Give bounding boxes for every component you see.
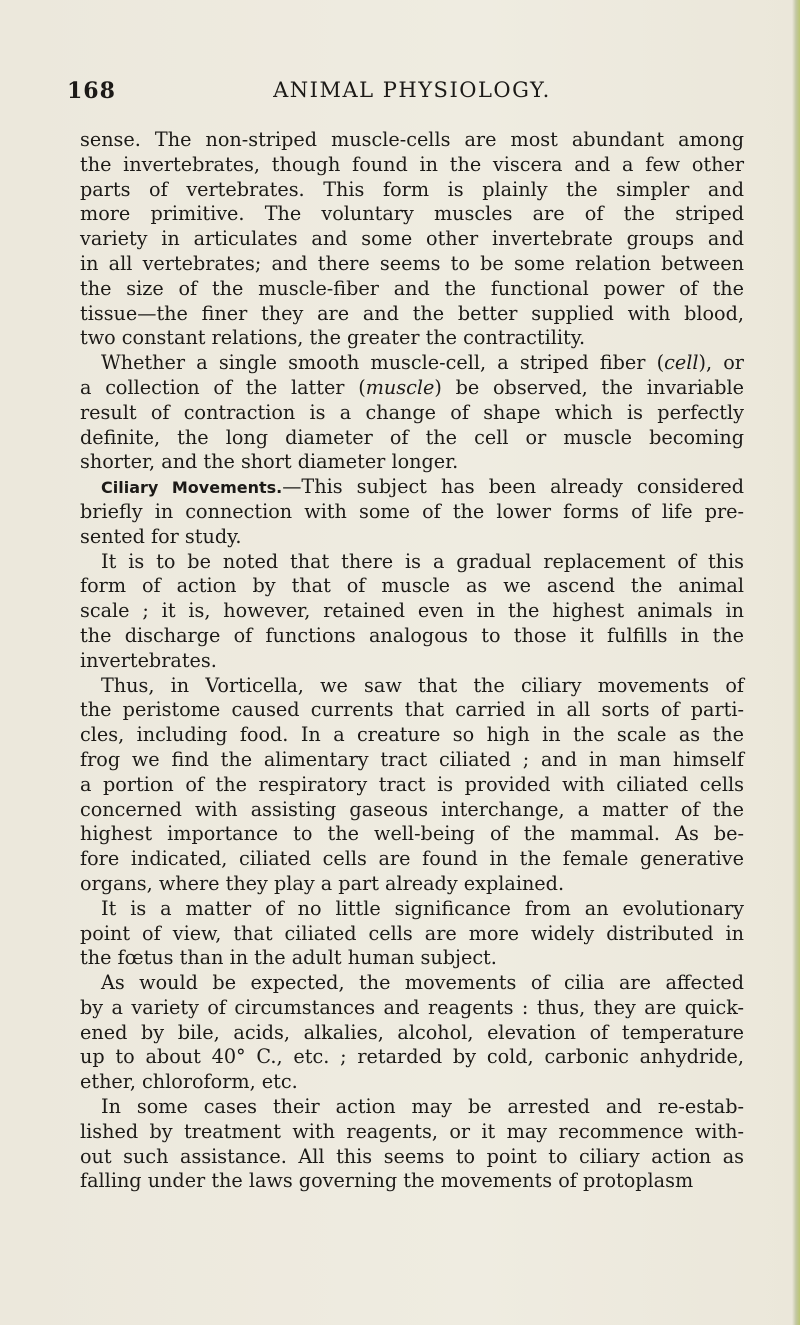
text-run: a collection of the latter ( [80, 375, 366, 399]
text-line: shorter, and the short diameter longer. [80, 450, 459, 474]
text-line: frog we find the alimentary tract ciliated ; and in man himself [80, 747, 744, 771]
text-line: result of contraction is a change of shape which is perfectly [80, 400, 744, 424]
text-run: Whether a single smooth muscle-cell, a striped fiber ( [101, 351, 665, 375]
text-line: by a variety of circumstances and reagents : thus, they are quick- [80, 995, 744, 1019]
text-line [80, 376, 744, 401]
text-line [80, 351, 744, 376]
text-line: sense. The non-striped muscle-cells are most abundant among [80, 128, 744, 151]
text-line: the size of the muscle-fiber and the functional power of the [80, 276, 744, 300]
text-run: ), or [698, 351, 744, 375]
text-line: out such assistance. All this seems to point to ciliary action as [80, 1144, 744, 1168]
italic-term-cell: cell [664, 351, 699, 375]
text-line: In some cases their action may be arrested and re-estab- [101, 1095, 744, 1119]
text-line: concerned with assisting gaseous interchange, a matter of the [80, 797, 744, 821]
text-line: It is to be noted that there is a gradual replacement of this [101, 549, 744, 573]
text-line: up to about 40° C., etc. ; retarded by cold, carbonic anhydride, [80, 1045, 744, 1069]
text-line: invertebrates. [80, 648, 217, 672]
text-line: cles, including food. In a creature so high in the scale as the [80, 723, 744, 747]
text-line: form of action by that of muscle as we ascend the animal [80, 574, 744, 598]
italic-term-muscle: muscle [365, 375, 435, 399]
text-line: variety in articulates and some other invertebrate groups and [80, 227, 744, 251]
text-line: scale ; it is, however, retained even in the highest animals in [80, 599, 744, 623]
text-line: briefly in connection with some of the lower forms of life pre- [80, 499, 744, 523]
text-line: the invertebrates, though found in the viscera and a few other [80, 152, 744, 176]
page-edge-shading [792, 0, 800, 1325]
text-line: the fœtus than in the adult human subject. [80, 946, 497, 970]
text-line: falling under the laws governing the movements of protoplasm [80, 1169, 694, 1193]
text-line: ether, chloroform, etc. [80, 1070, 298, 1094]
text-line: It is a matter of no little significance from an evolutionary [101, 896, 744, 920]
text-line: point of view, that ciliated cells are more widely distributed in [80, 921, 744, 945]
body-text [80, 128, 744, 1194]
text-line: the peristome caused currents that carried in all sorts of parti- [80, 698, 744, 722]
text-line: parts of vertebrates. This form is plainly the simpler and [80, 177, 744, 201]
text-line: in all vertebrates; and there seems to be some relation between [80, 251, 744, 275]
text-line: lished by treatment with reagents, or it may recommence with- [80, 1119, 744, 1143]
running-title: ANIMAL PHYSIOLOGY. [273, 78, 551, 102]
text-line: fore indicated, ciliated cells are found in the female generative [80, 847, 744, 871]
text-line: Thus, in Vorticella, we saw that the ciliary movements of [101, 673, 744, 697]
text-line: more primitive. The voluntary muscles are of the striped [80, 202, 744, 226]
text-line: organs, where they play a part already explained. [80, 871, 565, 895]
text-line: two constant relations, the greater the contractility. [80, 326, 586, 350]
text-run: ) be observed, the invariable [434, 375, 744, 399]
page-number: 168 [67, 78, 116, 104]
text-line: tissue—the finer they are and the better supplied with blood, [80, 301, 744, 325]
text-run: —This subject has been already considered [282, 475, 744, 499]
text-line: a portion of the respiratory tract is provided with ciliated cells [80, 772, 744, 796]
section-heading-ciliary-movements: Ciliary Movements. [101, 478, 283, 498]
text-line [80, 475, 744, 500]
text-line: highest importance to the well-being of the mammal. As be- [80, 822, 744, 846]
text-line: the discharge of functions analogous to those it fulfills in the [80, 623, 744, 647]
page-header [67, 78, 747, 108]
text-line: sented for study. [80, 524, 242, 548]
text-line: ened by bile, acids, alkalies, alcohol, elevation of temperature [80, 1020, 744, 1044]
text-line: definite, the long diameter of the cell or muscle becoming [80, 425, 744, 449]
text-line: As would be expected, the movements of cilia are affected [101, 971, 744, 995]
